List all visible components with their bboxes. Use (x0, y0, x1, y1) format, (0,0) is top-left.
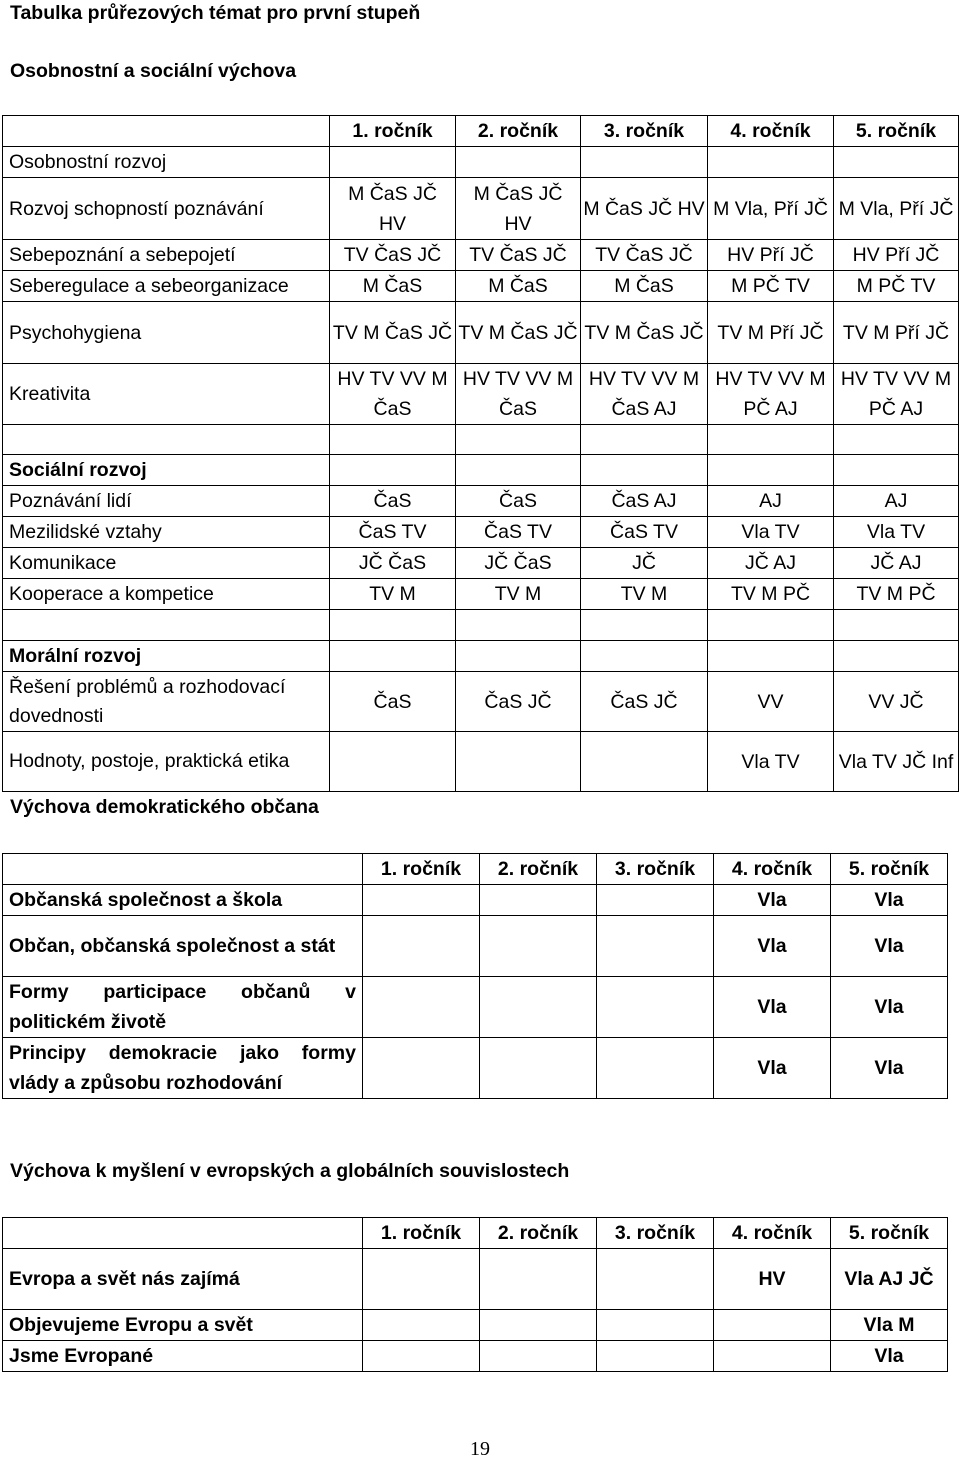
table-header-row (3, 116, 959, 147)
table-cell: M ČaS JČ HV (330, 178, 456, 240)
row-label: Občanská společnost a škola (3, 885, 363, 916)
table-cell: Vla TV (708, 517, 834, 548)
group-heading-row (3, 641, 959, 672)
table-cell (597, 885, 714, 916)
table-cell: M Vla, Pří JČ (708, 178, 834, 240)
row-label: Komunikace (3, 548, 330, 579)
grade-header-1: 1. ročník (363, 1218, 480, 1249)
row-label: Kreativita (3, 364, 330, 425)
table-cell (480, 916, 597, 977)
table-cell: AJ (834, 486, 959, 517)
table-demokraticky-obcan (2, 853, 948, 1099)
table-cell: Vla (831, 1341, 948, 1372)
table-cell (363, 1310, 480, 1341)
spacer-row (3, 425, 959, 455)
table-row (3, 977, 948, 1038)
grade-header-5: 5. ročník (834, 116, 959, 147)
table-cell (597, 1249, 714, 1310)
table-cell: Vla (714, 977, 831, 1038)
row-label: Řešení problémů a rozhodovací dovednosti (3, 672, 330, 732)
table-header-row (3, 1218, 948, 1249)
section-title-demokraticky-obcan: Výchova demokratického občana (10, 796, 319, 818)
table-cell (330, 732, 456, 792)
grade-header-1: 1. ročník (330, 116, 456, 147)
table-cell: Vla M (831, 1310, 948, 1341)
table-cell: M ČaS (581, 271, 708, 302)
table-row (3, 1341, 948, 1372)
table-cell: M PČ TV (708, 271, 834, 302)
table-row (3, 271, 959, 302)
table-cell: TV M (456, 579, 581, 610)
row-label: Mezilidské vztahy (3, 517, 330, 548)
table-cell: HV TV VV M PČ AJ (834, 364, 959, 425)
table-cell (597, 1038, 714, 1099)
table-row (3, 240, 959, 271)
table-cell: ČaS (330, 672, 456, 732)
table-cell (480, 1249, 597, 1310)
table-row (3, 486, 959, 517)
row-label: Občan, občanská společnost a stát (3, 916, 363, 977)
table-cell: HV TV VV M PČ AJ (708, 364, 834, 425)
table-cell: ČaS TV (581, 517, 708, 548)
grade-header-5: 5. ročník (831, 854, 948, 885)
table-row (3, 548, 959, 579)
table-cell: M Vla, Pří JČ (834, 178, 959, 240)
table-cell (597, 977, 714, 1038)
table-cell: VV (708, 672, 834, 732)
table-cell: TV M Pří JČ (834, 302, 959, 364)
table-cell: TV ČaS JČ (330, 240, 456, 271)
table-cell: Vla TV JČ Inf (834, 732, 959, 792)
section-title-osobnostni-socialni: Osobnostní a sociální výchova (10, 60, 297, 82)
table-cell (597, 1310, 714, 1341)
table-cell: Vla TV (708, 732, 834, 792)
table-cell (456, 732, 581, 792)
table-cell: ČaS TV (456, 517, 581, 548)
row-label: Psychohygiena (3, 302, 330, 364)
grade-header-2: 2. ročník (480, 1218, 597, 1249)
table-cell: JČ AJ (708, 548, 834, 579)
table-cell: HV TV VV M ČaS (456, 364, 581, 425)
table-cell: TV M ČaS JČ (581, 302, 708, 364)
page-title: Tabulka průřezových témat pro první stupeň (10, 2, 421, 24)
table-cell: JČ AJ (834, 548, 959, 579)
table-header-row (3, 854, 948, 885)
table-cell: M PČ TV (834, 271, 959, 302)
table-row (3, 732, 959, 792)
table-cell: JČ ČaS (456, 548, 581, 579)
table-cell (480, 885, 597, 916)
table-cell: Vla (831, 1038, 948, 1099)
table-cell (363, 1341, 480, 1372)
table-row (3, 302, 959, 364)
row-label: Hodnoty, postoje, praktická etika (3, 732, 330, 792)
table-cell (363, 977, 480, 1038)
page-number: 19 (470, 1438, 490, 1460)
table-cell: TV M ČaS JČ (330, 302, 456, 364)
table-cell: HV (714, 1249, 831, 1310)
table-cell: ČaS AJ (581, 486, 708, 517)
table-cell: ČaS JČ (456, 672, 581, 732)
table-row (3, 672, 959, 732)
group-heading-row (3, 147, 959, 178)
grade-header-4: 4. ročník (714, 1218, 831, 1249)
table-cell: TV M ČaS JČ (456, 302, 581, 364)
table-cell: TV M PČ (834, 579, 959, 610)
table-cell: ČaS (456, 486, 581, 517)
grade-header-3: 3. ročník (581, 116, 708, 147)
table-cell: HV Pří JČ (834, 240, 959, 271)
table-cell (597, 916, 714, 977)
table-cell: TV M (581, 579, 708, 610)
table-cell: HV TV VV M ČaS (330, 364, 456, 425)
table-row (3, 1038, 948, 1099)
table-cell (363, 916, 480, 977)
table-cell (363, 1038, 480, 1099)
table-cell: TV M PČ (708, 579, 834, 610)
group-heading-row (3, 455, 959, 486)
table-row (3, 178, 959, 240)
table-cell: M ČaS JČ HV (456, 178, 581, 240)
table-cell: Vla (714, 885, 831, 916)
table-cell (363, 885, 480, 916)
table-cell (714, 1310, 831, 1341)
table-cell: TV ČaS JČ (581, 240, 708, 271)
grade-header-2: 2. ročník (456, 116, 581, 147)
table-row (3, 579, 959, 610)
group-heading-moralni-rozvoj: Morální rozvoj (3, 641, 330, 672)
table-cell: HV TV VV M ČaS AJ (581, 364, 708, 425)
row-label: Evropa a svět nás zajímá (3, 1249, 363, 1310)
table-cell: TV M (330, 579, 456, 610)
table-cell (480, 977, 597, 1038)
table-cell: AJ (708, 486, 834, 517)
table-cell: ČaS TV (330, 517, 456, 548)
table-cell (480, 1341, 597, 1372)
table-cell (597, 1341, 714, 1372)
row-label: Rozvoj schopností poznávání (3, 178, 330, 240)
table-cell (581, 732, 708, 792)
table-evropske-globalni (2, 1217, 948, 1372)
row-label: Sebepoznání a sebepojetí (3, 240, 330, 271)
table-cell: Vla (831, 885, 948, 916)
table-cell: HV Pří JČ (708, 240, 834, 271)
table-cell: M ČaS JČ HV (581, 178, 708, 240)
table-cell (480, 1310, 597, 1341)
table-row (3, 1310, 948, 1341)
table-cell: JČ ČaS (330, 548, 456, 579)
grade-header-5: 5. ročník (831, 1218, 948, 1249)
table-cell: M ČaS (330, 271, 456, 302)
table-cell (363, 1249, 480, 1310)
grade-header-3: 3. ročník (597, 854, 714, 885)
grade-header-4: 4. ročník (708, 116, 834, 147)
section-title-evropske-globalni: Výchova k myšlení v evropských a globálních souvislostech (10, 1160, 570, 1182)
table-cell: VV JČ (834, 672, 959, 732)
table-row (3, 916, 948, 977)
table-cell: ČaS (330, 486, 456, 517)
table-row (3, 517, 959, 548)
table-cell: Vla (714, 916, 831, 977)
table-cell: ČaS JČ (581, 672, 708, 732)
table-row (3, 364, 959, 425)
table-cell (714, 1341, 831, 1372)
grade-header-3: 3. ročník (597, 1218, 714, 1249)
grade-header-4: 4. ročník (714, 854, 831, 885)
table-cell: M ČaS (456, 271, 581, 302)
table-cell: Vla (831, 977, 948, 1038)
table-cell: TV ČaS JČ (456, 240, 581, 271)
group-heading-osobnostni-rozvoj: Osobnostní rozvoj (3, 147, 330, 178)
group-heading-socialni-rozvoj: Sociální rozvoj (3, 455, 330, 486)
row-label: Seberegulace a sebeorganizace (3, 271, 330, 302)
table-cell: Vla AJ JČ (831, 1249, 948, 1310)
row-label: Poznávání lidí (3, 486, 330, 517)
table-osobnostni-socialni (2, 115, 959, 792)
row-label: Formy participace občanů v politickém životě (3, 977, 363, 1038)
row-label: Kooperace a kompetice (3, 579, 330, 610)
table-row (3, 1249, 948, 1310)
table-cell (480, 1038, 597, 1099)
row-label: Objevujeme Evropu a svět (3, 1310, 363, 1341)
table-cell: Vla TV (834, 517, 959, 548)
spacer-row (3, 610, 959, 641)
table-cell: Vla (714, 1038, 831, 1099)
table-cell: Vla (831, 916, 948, 977)
table-cell: TV M Pří JČ (708, 302, 834, 364)
grade-header-2: 2. ročník (480, 854, 597, 885)
table-cell: JČ (581, 548, 708, 579)
table-row (3, 885, 948, 916)
grade-header-1: 1. ročník (363, 854, 480, 885)
row-label: Principy demokracie jako formy vlády a způsobu rozhodování (3, 1038, 363, 1099)
row-label: Jsme Evropané (3, 1341, 363, 1372)
